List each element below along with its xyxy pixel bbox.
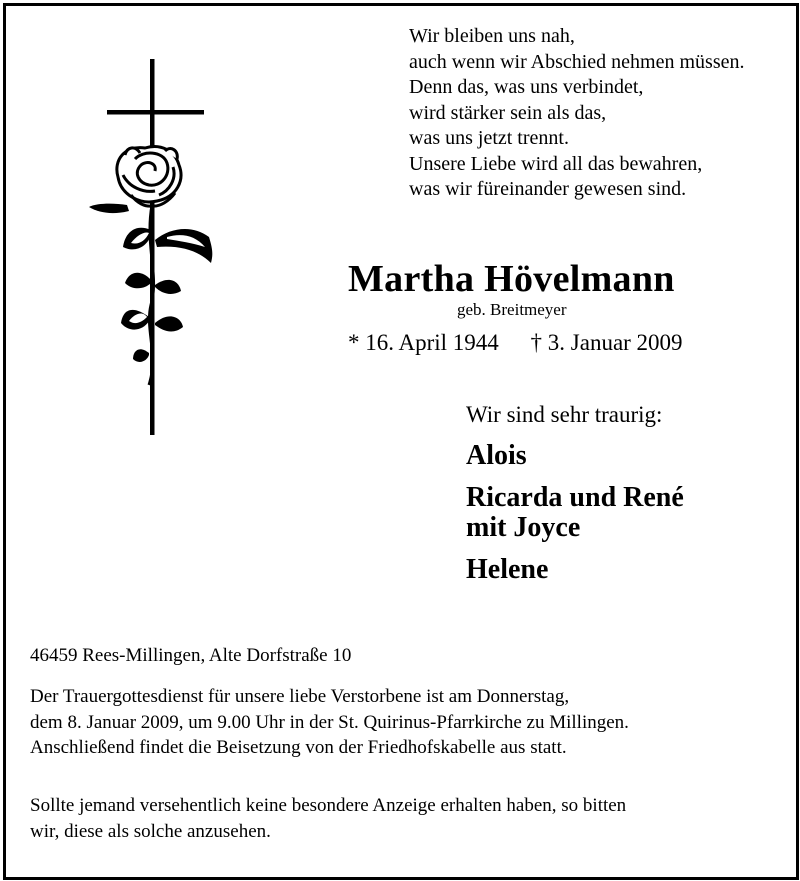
poem-line: was wir füreinander gewesen sind.	[409, 178, 687, 200]
notice-text	[30, 793, 626, 844]
death-date: † 3. Januar 2009	[530, 330, 683, 355]
poem-line: auch wenn wir Abschied nehmen müssen.	[409, 50, 745, 73]
mourner-name: mit Joyce	[466, 512, 581, 543]
poem-line: Denn das, was uns verbindet,	[409, 76, 644, 98]
cross-with-rose-icon	[85, 55, 220, 440]
birth-date: * 16. April 1944	[348, 330, 499, 355]
notice-line: Sollte jemand versehentlich keine besondere Anzeige erhalten haben, so bitten	[30, 795, 627, 816]
notice-line: wir, diese als solche anzusehen.	[30, 820, 271, 842]
service-info	[30, 684, 629, 761]
service-line: Anschließend findet die Beisetzung von der Friedhofskabelle aus statt.	[30, 737, 567, 758]
mourner-name: Alois	[466, 440, 527, 471]
mourner-name: Helene	[466, 554, 549, 585]
poem-line: Unsere Liebe wird all das bewahren,	[409, 152, 703, 175]
life-dates	[348, 330, 683, 356]
poem-line: Wir bleiben uns nah,	[409, 25, 575, 47]
birth-name: geb. Breitmeyer	[457, 300, 567, 319]
poem	[409, 24, 744, 203]
mourners-heading: Wir sind sehr traurig:	[466, 402, 663, 427]
deceased-name: Martha Hövelmann	[348, 258, 675, 300]
poem-line: was uns jetzt trennt.	[409, 127, 569, 149]
service-line: dem 8. Januar 2009, um 9.00 Uhr in der St. Quirinus-Pfarrkirche zu Millingen.	[30, 711, 629, 733]
poem-line: wird stärker sein als das,	[409, 101, 607, 124]
address: 46459 Rees-Millingen, Alte Dorfstraße 10	[30, 645, 352, 666]
mourner-name: Ricarda und René	[466, 482, 684, 513]
service-line: Der Trauergottesdienst für unsere liebe Verstorbene ist am Donnerstag,	[30, 686, 570, 707]
